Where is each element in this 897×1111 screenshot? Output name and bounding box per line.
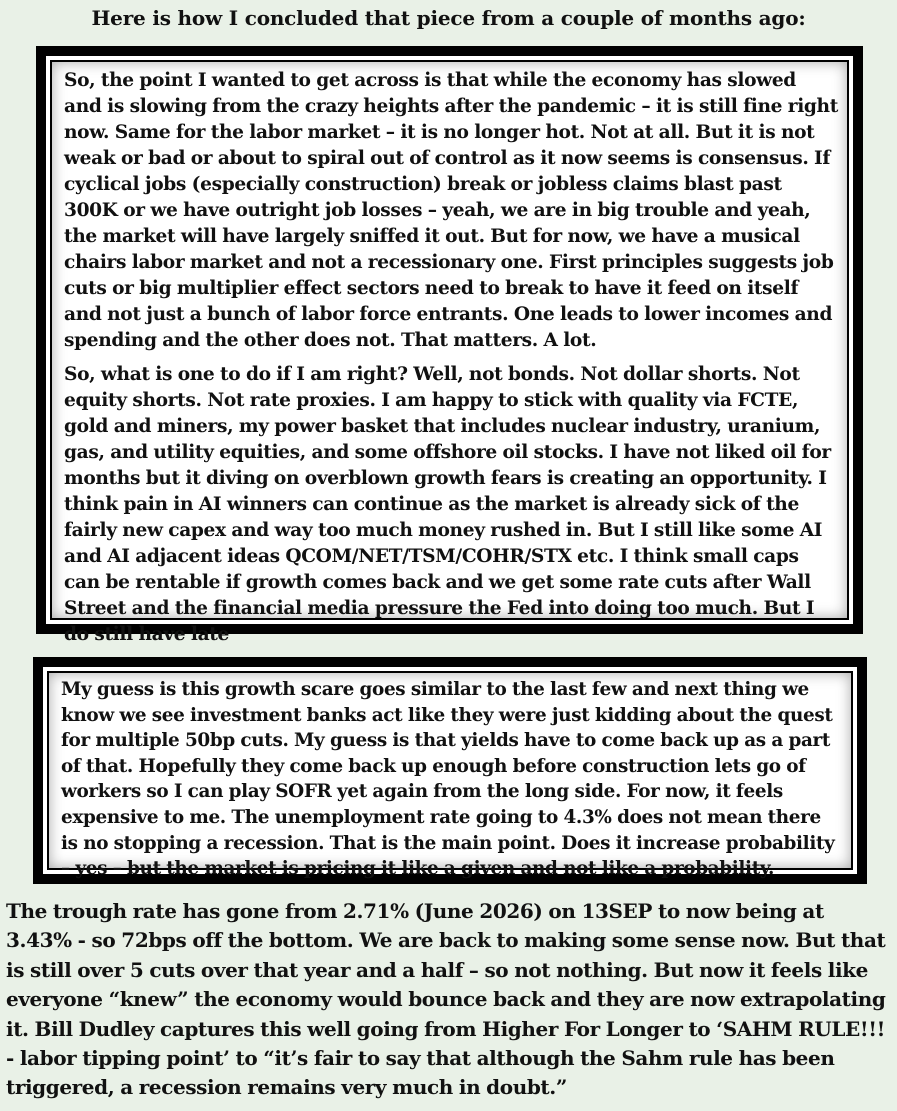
quote-1-paragraph-2: So, what is one to do if I am right? Well, not bonds. Not dollar shorts. Not equity shorts. Not rate proxies. I am happy to stick with quality via FCTE, gold and miners, my power basket that includes nuclear industry, uranium, gas, and utility equities, and some offshore oil stocks. I have not liked oil for months but it diving on overblown growth fears is creating an opportunity. I think pain in AI winners can continue as the market is already sick of the fairly new capex and way too much money rushed in. But I still like some AI and AI adjacent ideas QCOM/NET/TSM/COHR/STX etc. I think small caps can be rentable if growth comes back and we get some rate cuts after Wall Street and the financial media pressure the Fed into doing too much. But I do still have late [64, 364, 831, 645]
quote-box-1 [36, 46, 863, 645]
intro-line: Here is how I concluded that piece from a couple of months ago: [91, 6, 806, 30]
quote-box-2 [33, 657, 867, 884]
outro-paragraph: The trough rate has gone from 2.71% (June 2026) on 13SEP to now being at 3.43% - so 72bps off the bottom. We are back to making some sense now. But that is still over 5 cuts over that year and a half – so not nothing. But now it feels like everyone “knew” the economy would bounce back and they are now extrapolating it. Bill Dudley captures this well going from Higher For Longer to ‘SAHM RULE!!! - labor tipping point’ to “it’s fair to say that although the Sahm rule has been triggered, a recession remains very much in doubt.” [6, 899, 886, 1100]
quote-box-1-inner [50, 60, 849, 645]
quote-2-paragraph: My guess is this growth scare goes similar to the last few and next thing we know we see investment banks act like they were just kidding about the quest for multiple 50bp cuts. My guess is that yields have to come back up as a part of that. Hopefully they come back up enough before construction lets go of workers so I can play SOFR yet again from the long side. For now, it feels expensive to me. The unemployment rate going to 4.3% does not mean there is no stopping a recession. That is the main point. Does it increase probability – yes – but the market is pricing it like a given and not like a probability. [61, 679, 835, 880]
quote-1-paragraph-1: So, the point I wanted to get across is that while the economy has slowed and is slowing from the crazy heights after the pandemic – it is still fine right now. Same for the labor market – it is no longer hot. Not at all. But it is not weak or bad or about to spiral out of control as it now seems is consensus. If cyclical jobs (especially construction) break or jobless claims blast past 300K or we have outright job losses – yeah, we are in big trouble and yeah, the market will have largely sniffed it out. But for now, we have a musical chairs labor market and not a recessionary one. First principles suggests job cuts or big multiplier effect sectors need to break to have it feed on itself and not just a bunch of labor force entrants. One leads to lower incomes and spending and the other does not. That matters. A lot. [64, 70, 838, 351]
quote-box-2-inner [47, 671, 853, 880]
